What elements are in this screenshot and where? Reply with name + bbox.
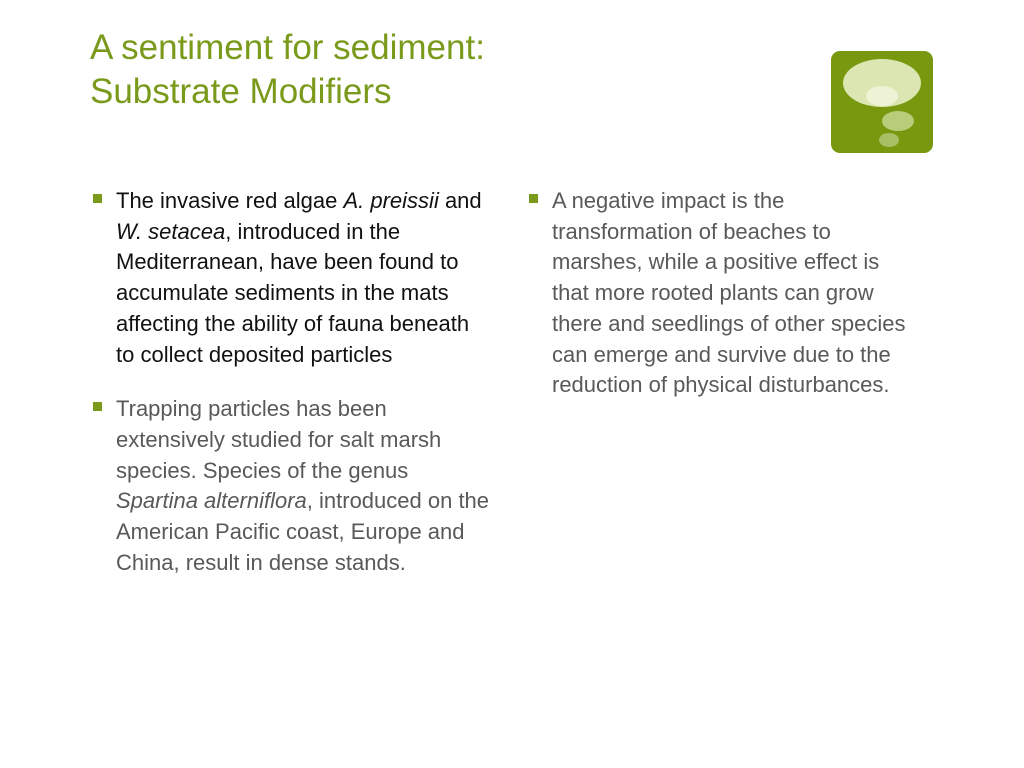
square-bullet-icon bbox=[93, 194, 102, 203]
bullet-item bbox=[529, 186, 914, 401]
right-column bbox=[529, 186, 914, 425]
slide-title-line-2: Substrate Modifiers bbox=[90, 72, 392, 111]
square-bullet-icon bbox=[93, 402, 102, 411]
bullet-text: Trapping particles has been extensively studied for salt marsh species. Species of the genus Spartina alterniflora, introduced on the American Pacific coast, Europe and China, result in dense stands. bbox=[116, 396, 490, 575]
bullet-text: The invasive red algae A. preissii and W. setacea, introduced in the Mediterranean, have been found to accumulate sediments in the mats affecting the ability of fauna beneath to collect deposited particles bbox=[116, 188, 482, 367]
species-name: A. preissii bbox=[343, 188, 439, 213]
thought-bubble-icon bbox=[831, 51, 933, 153]
bullet-item bbox=[93, 186, 493, 370]
bullet-item bbox=[93, 394, 493, 578]
slide-title-line-1: A sentiment for sediment: bbox=[90, 28, 485, 67]
species-name: W. setacea bbox=[116, 218, 226, 244]
slide-title bbox=[90, 26, 790, 114]
small-bubble bbox=[879, 133, 899, 147]
square-bullet-icon bbox=[529, 194, 538, 203]
thought-bubble-graphic bbox=[831, 51, 933, 153]
species-name: Spartina alterniflora bbox=[116, 488, 307, 514]
medium-bubble bbox=[882, 111, 914, 131]
left-column bbox=[93, 186, 493, 602]
bullet-text: A negative impact is the transformation of beaches to marshes, while a positive effect is that more rooted plants can grow there and seedlings of other species can emerge and survive due to the reduction of physical disturbances. bbox=[552, 188, 906, 398]
large-bubble-highlight bbox=[866, 86, 898, 106]
